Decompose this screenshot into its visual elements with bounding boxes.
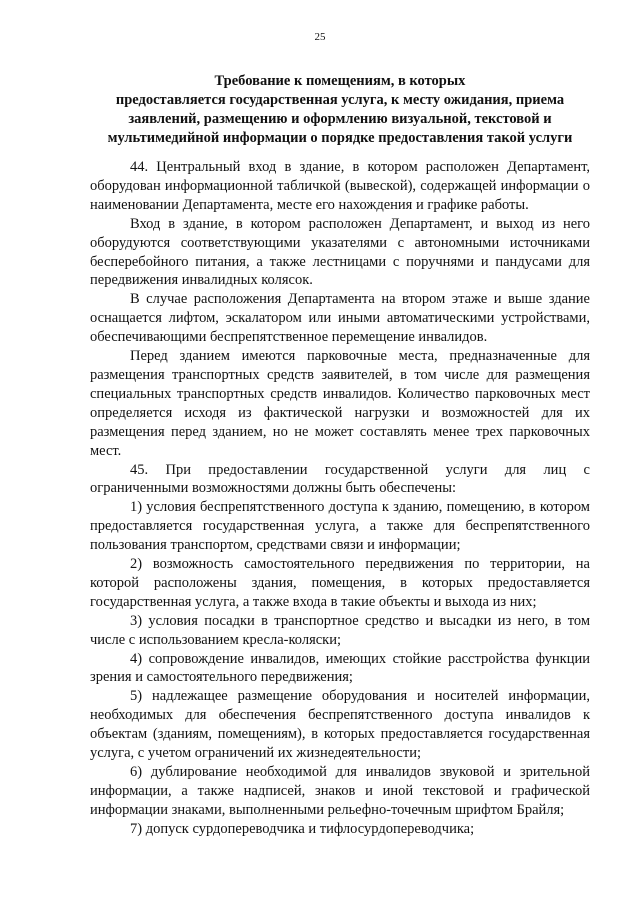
paragraph-elevator: В случае расположения Департамента на втором этаже и выше здание оснащается лифтом, эскалатором или иными автоматическими устройствами, обеспечивающими беспрепятственное перемещение инвалидов. [90,291,590,346]
heading-line: заявлений, размещению и оформлению визуальной, текстовой и [128,111,552,127]
paragraph-45-intro: 45. При предоставлении государственной услуги для лиц с ограниченными возможностями должны быть обеспечены: [90,461,590,497]
paragraph-44-entrance: 44. Центральный вход в здание, в котором расположен Департамент, оборудован информационной табличкой (вывеской), содержащей информации о наименовании Департамента, месте его нахождения и графике работы. [90,159,590,213]
document-body [90,158,590,839]
list-item-7: 7) допуск сурдопереводчика и тифлосурдопереводчика; [130,820,475,837]
heading-line: мультимедийной информации о порядке предоставления такой услуги [107,130,573,146]
heading-line: Требование к помещениям, в которых [214,73,466,89]
paragraph-entrance-exit: Вход в здание, в котором расположен Департамент, и выход из него оборудуются соответствующими указателями с автономными источниками бесперебойного питания, а также лестницами с поручнями и пандусами для передвижения инвалидных колясок. [90,215,590,289]
list-item-4: 4) сопровождение инвалидов, имеющих стойкие расстройства функции зрения и самостоятельного передвижения; [90,650,590,686]
page-number: 25 [314,31,326,43]
paragraph-parking: Перед зданием имеются парковочные места, предназначенные для размещения транспортных средств заявителей, в том числе для размещения специальных транспортных средств инвалидов. Количество парковочных мест определяется исходя из фактической нагрузки и возможностей для их размещения перед зданием, но не может составлять менее трех парковочных мест. [90,348,590,459]
section-heading [90,72,590,148]
heading-line: предоставляется государственная услуга, к месту ожидания, приема [115,92,565,108]
list-item-5: 5) надлежащее размещение оборудования и носителей информации, необходимых для обеспечения беспрепятственного доступа инвалидов к объектам (зданиям, помещениям), в которых предоставляется государственная услуга, с учетом ограничений их жизнедеятельности; [90,688,590,762]
list-item-6: 6) дублирование необходимой для инвалидов звуковой и зрительной информации, а также надписей, знаков и иной текстовой и графической информации знаками, выполненными рельефно-точечным шрифтом Брайля; [90,764,590,818]
list-item-3: 3) условия посадки в транспортное средство и высадки из него, в том числе с использованием кресла-коляски; [90,612,590,648]
list-item-1: 1) условия беспрепятственного доступа к зданию, помещению, в котором предоставляется государственная услуга, а также для беспрепятственного пользования транспортом, средствами связи и информации; [90,499,590,554]
list-item-2: 2) возможность самостоятельного передвижения по территории, на которой расположены здания, помещения, в которых предоставляется государственная услуга, а также входа в такие объекты и выхода из них; [90,556,590,610]
